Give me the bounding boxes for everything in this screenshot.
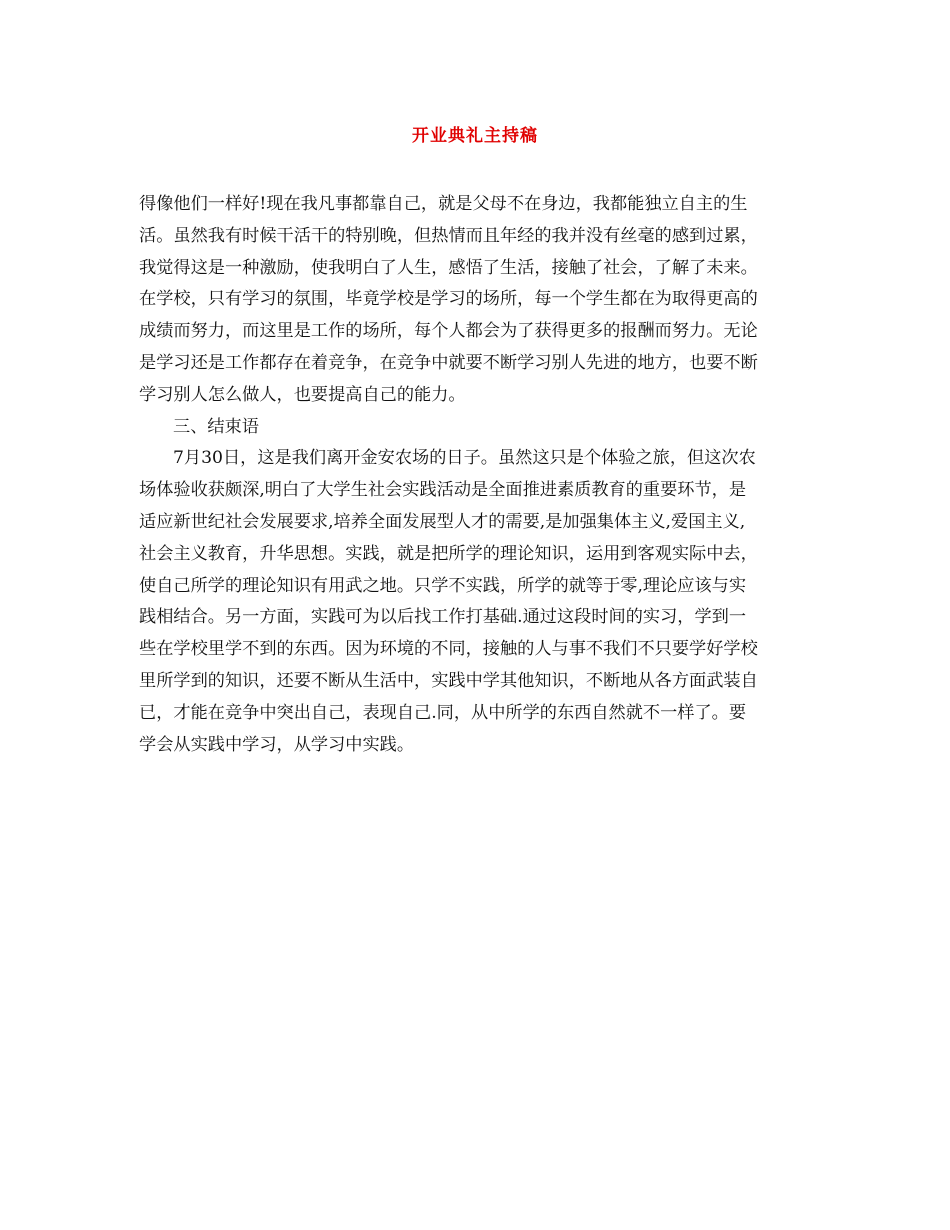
document-title: 开业典礼主持稿: [412, 126, 538, 146]
body-line: 学习别人怎么做人，也要提高自己的能力。: [139, 384, 466, 405]
body-line: 我觉得这是一种激励，使我明白了人生，感悟了生活，接触了社会，了解了未来。: [139, 257, 758, 278]
body-line: 场体验收获颇深,明白了大学生社会实践活动是全面推进素质教育的重要环节，是: [139, 480, 747, 501]
body-line: 使自己所学的理论知识有用武之地。只学不实践，所学的就等于零,理论应该与实: [139, 575, 747, 596]
body-line: 些在学校里学不到的东西。因为环境的不同，接触的人与事不我们不只要学好学校: [139, 639, 758, 660]
body-line: 适应新世纪社会发展要求,培养全面发展型人才的需要,是加强集体主义,爱国主义,: [139, 511, 746, 532]
document-body: [139, 189, 815, 761]
body-line: 已，才能在竞争中突出自己，表现自己.同，从中所学的东西自然就不一样了。要: [139, 702, 747, 723]
section-heading: 三、结束语: [173, 416, 259, 437]
body-line: 是学习还是工作都存在着竞争，在竞争中就要不断学习别人先进的地方，也要不断: [139, 352, 758, 373]
body-line: 学会从实践中学习，从学习中实践。: [139, 734, 415, 755]
body-line: 得像他们一样好!现在我凡事都靠自己，就是父母不在身边，我都能独立自主的生: [139, 194, 748, 214]
body-line: 社会主义教育，升华思想。实践，就是把所学的理论知识，运用到客观实际中去，: [139, 543, 758, 564]
body-line: 7月30日，这是我们离开金安农场的日子。虽然这只是个体验之旅，但这次农: [173, 448, 756, 469]
body-line: 践相结合。另一方面，实践可为以后找工作打基础.通过这段时间的实习，学到一: [139, 607, 747, 628]
body-line: 成绩而努力，而这里是工作的场所，每个人都会为了获得更多的报酬而努力。无论: [139, 321, 758, 342]
body-line: 里所学到的知识，还要不断从生活中，实践中学其他知识，不断地从各方面武装自: [139, 670, 758, 691]
body-line: 活。虽然我有时候干活干的特别晚，但热情而且年经的我并没有丝毫的感到过累，: [139, 225, 758, 246]
body-line: 在学校，只有学习的氛围，毕竟学校是学习的场所，每一个学生都在为取得更高的: [139, 289, 758, 310]
